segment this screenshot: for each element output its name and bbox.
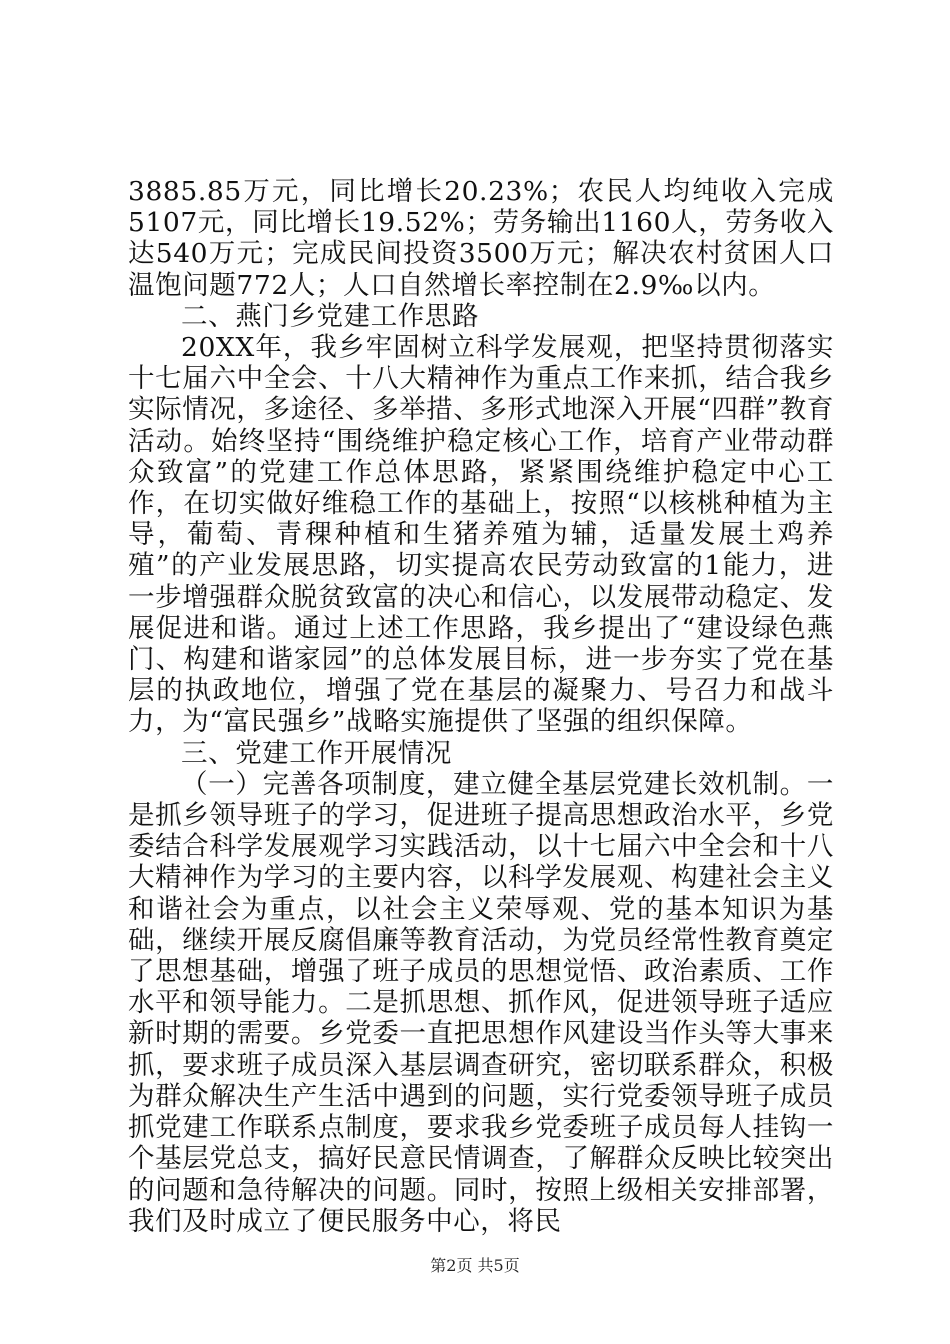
page-footer: 第2页 共5页 [430,1256,520,1275]
section-heading-3: 三、党建工作开展情况 [181,737,452,769]
paragraph-work-approach: 20XX年，我乡牢固树立科学发展观，把坚持贯彻落实十七届六中全会、十八大精神作为重点工作来抓，结合我乡实际情况，多途径、多举措、多形式地深入开展“四群”教育活动。始终坚持“围绕维护稳定核心工作，培育产业带动群众致富”的党建工作总体思路，紧紧围绕维护稳定中心工作，在切实做好维稳工作的基础上，按照“以核桃种植为主导，葡萄、青稞种植和生猪养殖为辅，适量发展土鸡养殖”的产业发展思路，切实提高农民劳动致富的1能力，进一步增强群众脱贫致富的决心和信心，以发展带动稳定、发展促进和谐。通过上述工作思路，我乡提出了“建设绿色燕门、构建和谐家园”的总体发展目标，进一步夯实了党在基层的执政地位，增强了党在基层的凝聚力、号召力和战斗力，为“富民强乡”战略实施提供了坚强的组织保障。 [128,332,834,738]
section-heading-2: 二、燕门乡党建工作思路 [181,300,480,332]
document-body [128,176,834,1237]
paragraph-system-building: （一）完善各项制度，建立健全基层党建长效机制。一是抓乡领导班子的学习，促进班子提高思想政治水平，乡党委结合科学发展观学习实践活动，以十七届六中全会和十八大精神作为学习的主要内容，以科学发展观、构建社会主义和谐社会为重点，以社会主义荣辱观、党的基本知识为基础，继续开展反腐倡廉等教育活动，为党员经常性教育奠定了思想基础，增强了班子成员的思想觉悟、政治素质、工作水平和领导能力。二是抓思想、抓作风，促进领导班子适应新时期的需要。乡党委一直把思想作风建设当作头等大事来抓，要求班子成员深入基层调查研究，密切联系群众，积极为群众解决生产生活中遇到的问题，实行党委领导班子成员抓党建工作联系点制度，要求我乡党委班子成员每人挂钩一个基层党总支，搞好民意民情调查，了解群众反映比较突出的问题和急待解决的问题。同时，按照上级相关安排部署，我们及时成立了便民服务中心，将民 [128,768,834,1237]
paragraph-statistics: 3885.85万元，同比增长20.23%；农民人均纯收入完成5107元，同比增长19.52%；劳务输出1160人，劳务收入达540万元；完成民间投资3500万元；解决农村贫困人口温饱问题772人；人口自然增长率控制在2.9‰以内。 [128,176,834,301]
